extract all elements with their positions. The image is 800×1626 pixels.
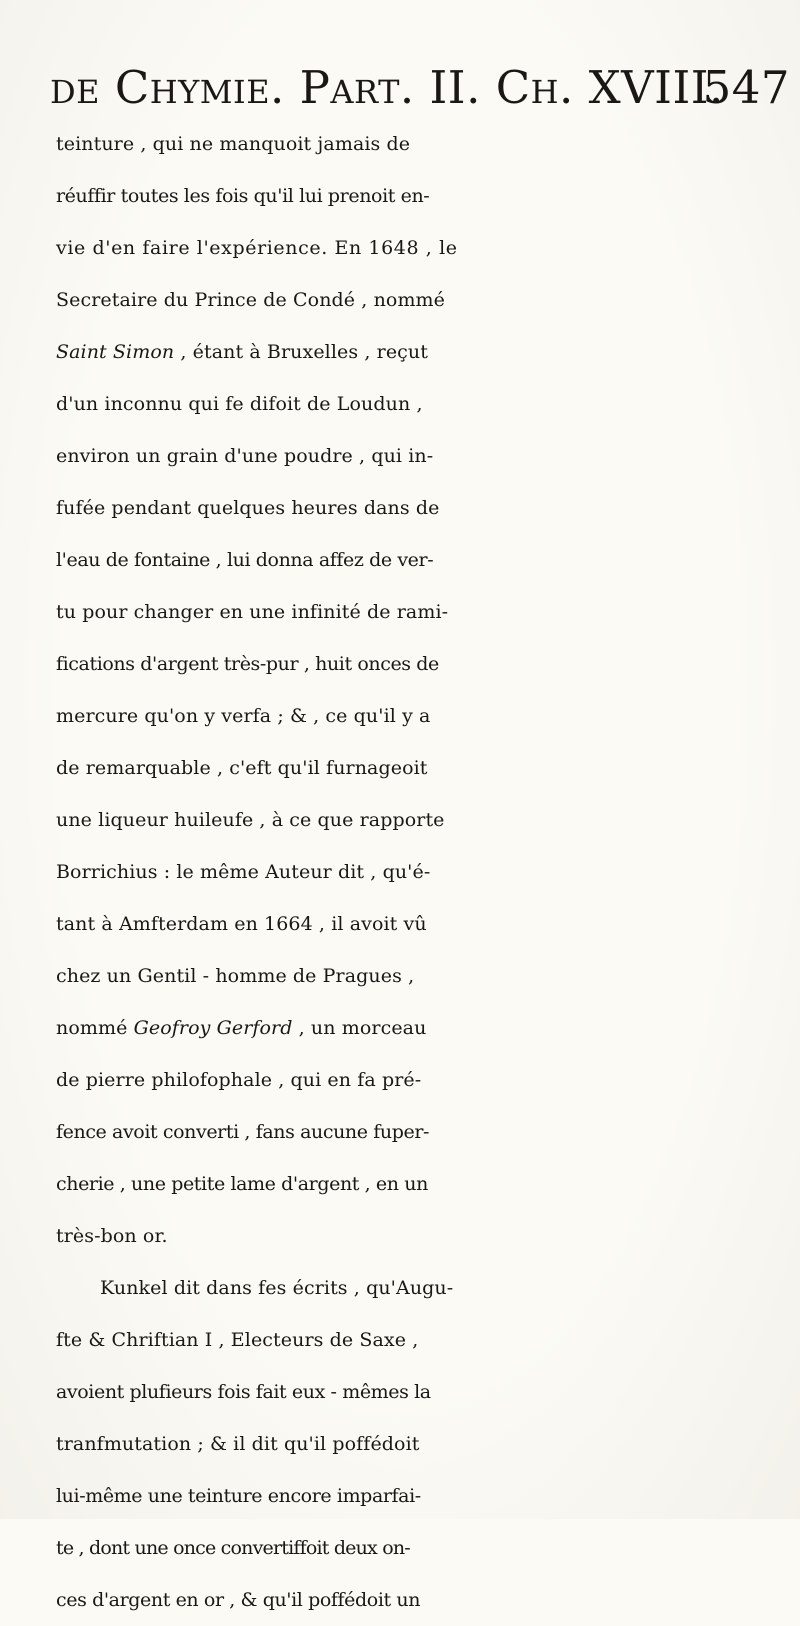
text-line: très-bon or. <box>56 1225 168 1247</box>
text-line: tu pour changer en une infinité de rami- <box>56 601 449 623</box>
text-line <box>56 326 796 378</box>
text-line: chez un Gentil - homme de Pragues , <box>56 965 415 987</box>
text-line: Borrichius : le même Auteur dit , qu'é- <box>56 861 431 883</box>
running-head <box>50 60 790 116</box>
text-line: cherie , une petite lame d'argent , en un <box>56 1173 428 1195</box>
text-line: de pierre philofophale , qui en fa pré- <box>56 1069 422 1091</box>
text-line <box>56 1002 796 1054</box>
line-text: , un morceau <box>292 1017 427 1039</box>
text-line: mercure qu'on y verfa ; & , ce qu'il y a <box>56 705 431 727</box>
text-line: fications d'argent très-pur , huit onces de <box>56 653 439 675</box>
text-line: lui-même une teinture encore imparfai- <box>56 1485 421 1507</box>
text-line: fence avoit converti , fans aucune fuper- <box>56 1121 430 1143</box>
text-line: l'eau de fontaine , lui donna affez de ver- <box>56 549 434 571</box>
italic-name: Saint Simon <box>56 341 175 363</box>
text-line: te , dont une once convertiffoit deux on- <box>56 1537 410 1559</box>
italic-name: Geofroy Gerford <box>133 1017 293 1039</box>
line-text: , étant à Bruxelles , reçut <box>174 341 428 363</box>
text-line: environ un grain d'une poudre , qui in- <box>56 445 434 467</box>
text-line: tant à Amfterdam en 1664 , il avoit vû <box>56 913 427 935</box>
running-title: de Chymie. Part. II. Ch. XVIII. <box>50 61 724 114</box>
text-line: d'un inconnu qui fe difoit de Loudun , <box>56 393 423 415</box>
text-line: fte & Chriftian I , Electeurs de Saxe , <box>56 1329 419 1351</box>
text-line: vie d'en faire l'expérience. En 1648 , le <box>56 237 458 259</box>
page-number: 547 <box>702 61 790 114</box>
text-line: avoient plufieurs fois fait eux - mêmes la <box>56 1381 431 1403</box>
line-text: nommé <box>56 1017 134 1039</box>
text-line: ces d'argent en or , & qu'il poffédoit un <box>56 1589 421 1611</box>
body-text <box>56 118 796 1626</box>
text-line: réuffir toutes les fois qu'il lui prenoit en- <box>56 185 430 207</box>
text-line: teinture , qui ne manquoit jamais de <box>56 133 411 155</box>
text-line: de remarquable , c'eft qu'il furnageoit <box>56 757 428 779</box>
text-line: Secretaire du Prince de Condé , nommé <box>56 289 446 311</box>
text-line: une liqueur huileufe , à ce que rapporte <box>56 809 445 831</box>
text-line: fufée pendant quelques heures dans de <box>56 497 440 519</box>
text-line: Kunkel dit dans fes écrits , qu'Augu- <box>100 1277 454 1299</box>
text-line: tranfmutation ; & il dit qu'il poffédoit <box>56 1433 420 1455</box>
